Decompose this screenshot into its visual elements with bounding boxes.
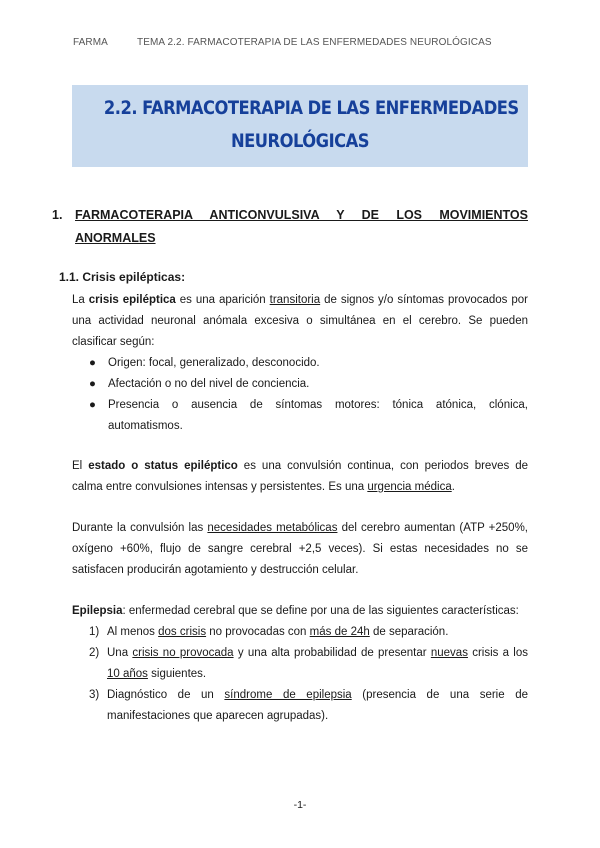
section-heading [52,204,528,250]
list-item: ● Origen: focal, generalizado, desconocido. [72,353,528,374]
subsection-heading: 1.1. Crisis epilépticas: [59,270,186,284]
title-banner [72,85,528,167]
classification-list [72,353,528,437]
list-item: 3) Diagnóstico de un síndrome de epilepsia (presencia de una serie de manifestaciones que aparecen agrupadas). [89,689,528,722]
metabolic-needs-paragraph: Durante la convulsión las necesidades metabólicas del cerebro aumentan (ATP +250%, oxígeno +60%, flujo de sangre cerebral +2,5 veces). Si estas necesidades no se satisfacen producirán agotamiento y destrucción celular. [72,522,528,576]
list-item: ● Afectación o no del nivel de conciencia. [72,374,528,395]
term-crisis-epileptica: crisis epiléptica [88,294,176,306]
term-status-epileptico: estado o status epiléptico [88,460,238,472]
epilepsia-criteria-list [72,622,528,727]
banner-title-line-2: NEUROLÓGICAS [230,130,370,152]
list-item: 1) Al menos dos crisis no provocadas con más de 24h de separación. [89,626,449,638]
section-title: FARMACOTERAPIA ANTICONVULSIVA Y DE LOS MOVIMIENTOS ANORMALES [75,208,528,245]
crisis-definition-paragraph: La crisis epiléptica es una aparición transitoria de signos y/o síntomas provocados por una actividad neuronal anómala excesiva o simultánea en el cerebro. Se pueden clasificar según: ● Origen: focal, generalizado, desconocido. ● Afectación o no del nivel de conciencia. ● Presencia o ausencia de síntomas motores: tónica atónica, clónica, automatismos. [72,290,528,437]
banner-title-line-1: 2.2. FARMACOTERAPIA DE LAS ENFERMEDADES [103,97,519,119]
header-subject: FARMA [73,37,108,48]
section-number: 1. [52,208,63,222]
bullet-icon: ● [89,378,96,390]
status-epileptico-paragraph: El estado o status epiléptico es una convulsión continua, con periodos breves de calma entre convulsiones intensas y persistentes. Es una urgencia médica. [72,460,528,493]
page-number: -1- [293,799,307,811]
bullet-icon: ● [89,357,96,369]
header-topic: TEMA 2.2. FARMACOTERAPIA DE LAS ENFERMEDADES NEUROLÓGICAS [137,37,492,48]
term-epilepsia: Epilepsia [72,605,123,617]
list-item: ● Presencia o ausencia de síntomas motores: tónica atónica, clónica, automatismos. [72,395,528,437]
bullet-icon: ● [89,399,96,411]
epilepsia-definition: Epilepsia: enfermedad cerebral que se define por una de las siguientes características: 1) Al menos dos crisis no provocadas con más de 24h de separación. 2) Una crisis no provocada y una alta probabilidad de presentar nuevas crisis a los 10 años siguientes. 3) Diagnóstico de un síndrome de epilepsia (presencia de una serie de manifestaciones que aparecen agrupadas). [72,601,528,727]
list-item: 2) Una crisis no provocada y una alta probabilidad de presentar nuevas crisis a los 10 años siguientes. [89,647,529,680]
